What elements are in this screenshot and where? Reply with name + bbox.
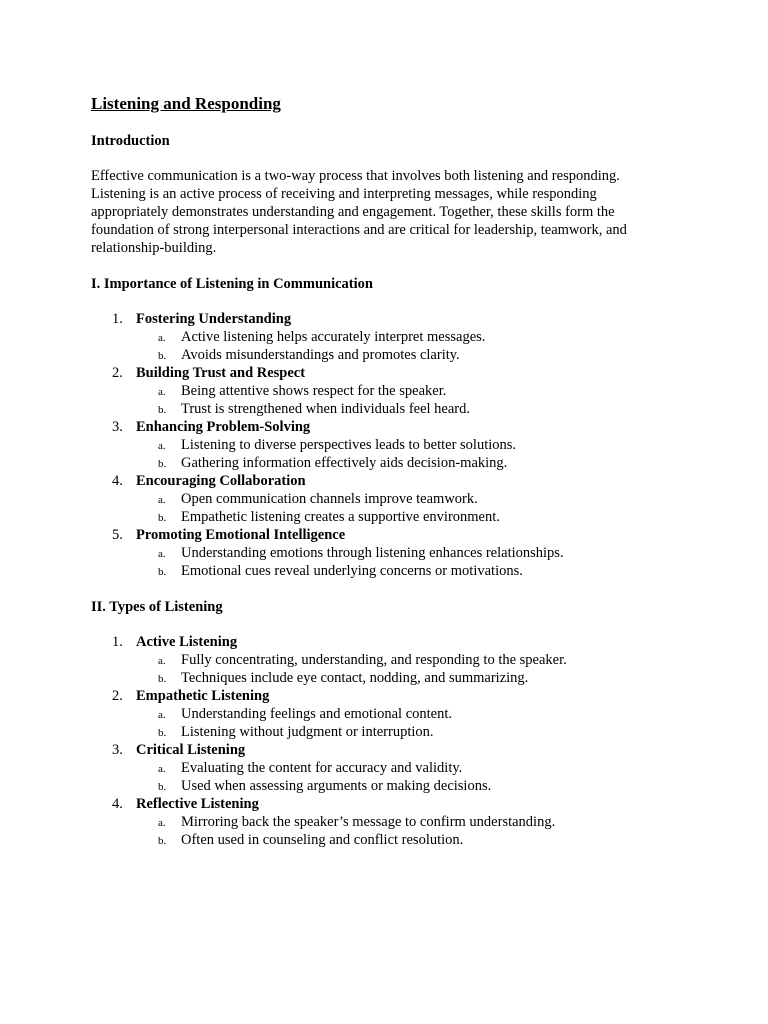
sub-item xyxy=(136,490,661,508)
item-title: Enhancing Problem-Solving xyxy=(136,419,311,435)
sub-item xyxy=(136,400,661,418)
item-number: 2. xyxy=(112,688,123,704)
list-item xyxy=(91,633,661,687)
sub-item-letter: a. xyxy=(158,548,166,560)
sub-item-text: Mirroring back the speaker’s message to confirm understanding. xyxy=(181,814,556,830)
sub-item-text: Understanding feelings and emotional content. xyxy=(181,706,452,722)
sub-list xyxy=(136,490,661,526)
sub-item-letter: a. xyxy=(158,763,166,775)
sub-item-text: Gathering information effectively aids decision-making. xyxy=(181,455,508,471)
item-number: 4. xyxy=(112,796,123,812)
sub-item-letter: b. xyxy=(158,727,167,739)
item-title: Active Listening xyxy=(136,634,238,650)
item-title: Critical Listening xyxy=(136,742,246,758)
list-item xyxy=(91,364,661,418)
list-item xyxy=(91,310,661,364)
sub-item-text: Empathetic listening creates a supportive environment. xyxy=(181,509,500,525)
item-title: Reflective Listening xyxy=(136,796,259,812)
sub-item-text: Evaluating the content for accuracy and validity. xyxy=(181,760,463,776)
sub-item xyxy=(136,544,661,562)
sub-item-text: Listening to diverse perspectives leads to better solutions. xyxy=(181,437,517,453)
item-number: 1. xyxy=(112,634,123,650)
item-number: 4. xyxy=(112,473,123,489)
sub-item-text: Often used in counseling and conflict resolution. xyxy=(181,832,464,848)
sub-item xyxy=(136,454,661,472)
list-item xyxy=(91,472,661,526)
sub-item-text: Trust is strengthened when individuals feel heard. xyxy=(181,401,471,417)
section-heading-importance: I. Importance of Listening in Communication xyxy=(91,276,373,292)
item-title: Fostering Understanding xyxy=(136,311,292,327)
sub-item-letter: a. xyxy=(158,817,166,829)
sub-item-letter: b. xyxy=(158,458,167,470)
sub-item xyxy=(136,669,661,687)
sub-item-letter: b. xyxy=(158,512,167,524)
item-title: Encouraging Collaboration xyxy=(136,473,306,489)
list-item xyxy=(91,795,661,849)
sub-item xyxy=(136,382,661,400)
item-number: 3. xyxy=(112,742,123,758)
importance-list xyxy=(91,310,661,580)
sub-item xyxy=(136,759,661,777)
sub-item-text: Emotional cues reveal underlying concerns or motivations. xyxy=(181,563,523,579)
list-item xyxy=(91,418,661,472)
sub-item-letter: a. xyxy=(158,386,166,398)
sub-item-letter: b. xyxy=(158,350,167,362)
sub-item xyxy=(136,723,661,741)
sub-item xyxy=(136,651,661,669)
sub-item-text: Active listening helps accurately interpret messages. xyxy=(181,329,486,345)
sub-item-text: Understanding emotions through listening enhances relationships. xyxy=(181,545,564,561)
sub-item xyxy=(136,328,661,346)
document-title: Listening and Responding xyxy=(91,94,281,113)
sub-item-letter: b. xyxy=(158,673,167,685)
sub-list xyxy=(136,651,661,687)
sub-item-text: Fully concentrating, understanding, and responding to the speaker. xyxy=(181,652,567,668)
sub-item-letter: b. xyxy=(158,566,167,578)
introduction-paragraph: Effective communication is a two-way process that involves both listening and responding. Listening is an active process of receiving and interpreting messages, while responding appropriately demonstrates understanding and engagement. Together, these skills form the foundation of strong interpersonal interactions and are critical for leadership, teamwork, and relationship-building. xyxy=(91,168,627,256)
sub-list xyxy=(136,759,661,795)
types-list xyxy=(91,633,661,849)
sub-item-letter: a. xyxy=(158,709,166,721)
sub-item-letter: a. xyxy=(158,494,166,506)
sub-item xyxy=(136,831,661,849)
sub-item-text: Being attentive shows respect for the speaker. xyxy=(181,383,447,399)
sub-item-text: Avoids misunderstandings and promotes clarity. xyxy=(181,347,460,363)
sub-list xyxy=(136,436,661,472)
sub-item xyxy=(136,562,661,580)
sub-item xyxy=(136,705,661,723)
sub-item xyxy=(136,436,661,454)
sub-item-letter: a. xyxy=(158,655,166,667)
sub-item-letter: a. xyxy=(158,332,166,344)
sub-item-text: Open communication channels improve teamwork. xyxy=(181,491,478,507)
sub-item-text: Listening without judgment or interruption. xyxy=(181,724,434,740)
sub-item xyxy=(136,777,661,795)
item-title: Promoting Emotional Intelligence xyxy=(136,527,346,543)
item-number: 5. xyxy=(112,527,123,543)
sub-item-text: Techniques include eye contact, nodding, and summarizing. xyxy=(181,670,529,686)
item-number: 2. xyxy=(112,365,123,381)
sub-item xyxy=(136,346,661,364)
list-item xyxy=(91,687,661,741)
sub-item-letter: b. xyxy=(158,404,167,416)
sub-item-letter: a. xyxy=(158,440,166,452)
sub-item xyxy=(136,508,661,526)
section-heading-types: II. Types of Listening xyxy=(91,599,223,615)
sub-list xyxy=(136,328,661,364)
item-number: 3. xyxy=(112,419,123,435)
item-title: Building Trust and Respect xyxy=(136,365,306,381)
list-item xyxy=(91,741,661,795)
document-page xyxy=(91,93,661,849)
sub-item xyxy=(136,813,661,831)
item-number: 1. xyxy=(112,311,123,327)
item-title: Empathetic Listening xyxy=(136,688,270,704)
sub-item-text: Used when assessing arguments or making decisions. xyxy=(181,778,492,794)
list-item xyxy=(91,526,661,580)
sub-list xyxy=(136,813,661,849)
sub-list xyxy=(136,544,661,580)
sub-list xyxy=(136,382,661,418)
sub-item-letter: b. xyxy=(158,781,167,793)
introduction-heading: Introduction xyxy=(91,133,170,149)
sub-item-letter: b. xyxy=(158,835,167,847)
sub-list xyxy=(136,705,661,741)
